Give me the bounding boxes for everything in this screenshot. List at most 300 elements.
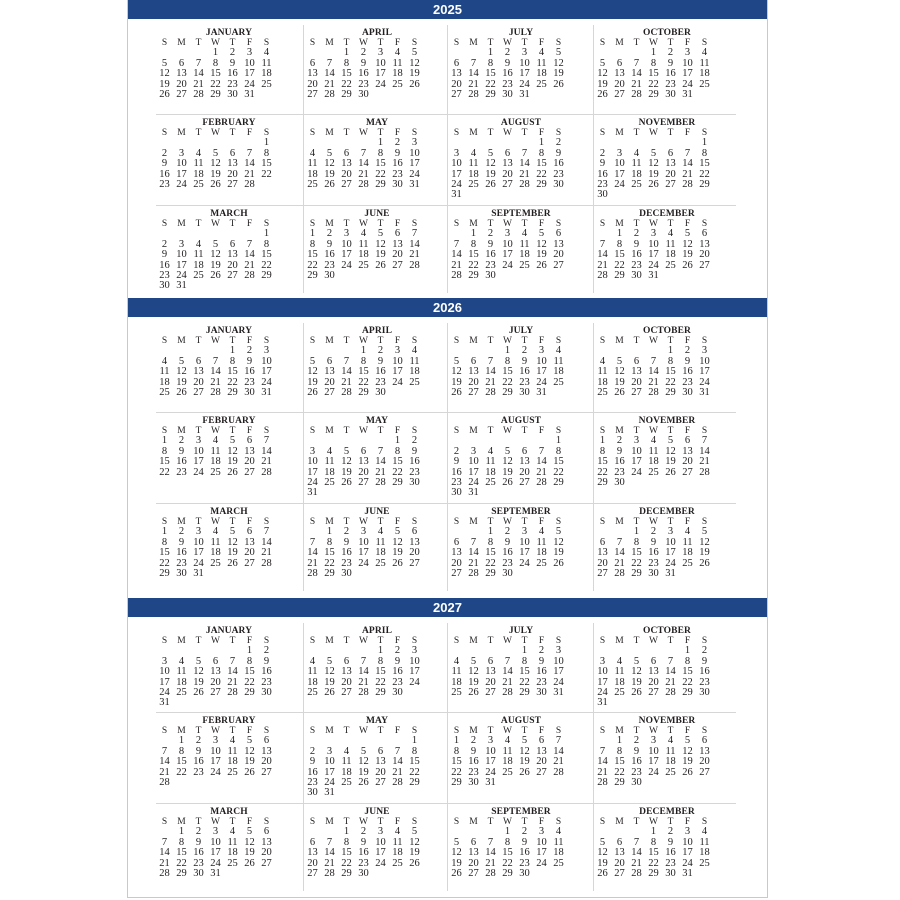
month-september (448, 209, 594, 299)
day-cell: 14 (502, 666, 513, 678)
day-cell: 20 (244, 456, 255, 468)
day-cell: 26 (227, 466, 238, 478)
weekday-label: T (229, 726, 236, 736)
day-cell: 4 (309, 147, 316, 159)
day-cell: 21 (648, 376, 659, 388)
day-cell: 28 (648, 386, 659, 398)
day-cell: 18 (210, 456, 221, 468)
weekday-label: T (229, 336, 236, 346)
day-cell: 10 (519, 57, 530, 69)
day-cell: 7 (650, 355, 657, 367)
weekday-label: W (649, 517, 658, 527)
day-cell: 7 (411, 228, 418, 240)
day-cell: 23 (261, 676, 272, 688)
weekday-label: S (411, 817, 418, 827)
day-cell: 21 (227, 676, 238, 688)
day-cell: 1 (161, 435, 168, 447)
day-cell: 19 (392, 547, 403, 559)
day-cell: 17 (392, 366, 403, 378)
day-cell: 20 (536, 756, 547, 768)
day-cell: 31 (597, 697, 608, 709)
day-cell: 29 (392, 476, 403, 488)
day-cell: 21 (614, 557, 625, 569)
day-cell: 12 (244, 836, 255, 848)
day-cell: 27 (631, 386, 642, 398)
month-name: DECEMBER (639, 209, 695, 219)
month-grid (448, 38, 594, 100)
day-cell: 26 (553, 78, 564, 90)
week-row (594, 478, 740, 488)
day-cell: 1 (377, 645, 384, 657)
month-grid (156, 38, 302, 100)
day-cell: 28 (409, 259, 420, 271)
day-cell: 15 (502, 366, 513, 378)
day-cell: 7 (599, 745, 606, 757)
weekday-label: S (309, 426, 316, 436)
day-cell: 25 (227, 857, 238, 869)
day-cell: 20 (468, 857, 479, 869)
day-cell: 11 (307, 158, 318, 170)
month-name: JANUARY (205, 28, 253, 38)
weekday-label: M (325, 219, 334, 229)
weekday-label: W (359, 128, 368, 138)
weekday-label: F (684, 517, 691, 527)
day-cell: 1 (504, 345, 511, 357)
day-cell: 4 (394, 826, 401, 838)
month-grid (594, 38, 740, 100)
day-cell: 20 (468, 376, 479, 388)
weekday-label: S (701, 726, 708, 736)
weekday-label: W (359, 636, 368, 646)
day-cell: 8 (411, 745, 418, 757)
month-january (156, 326, 302, 416)
day-cell: 18 (699, 847, 710, 859)
day-cell (406, 869, 423, 879)
day-cell: 1 (263, 228, 270, 240)
day-cell: 16 (176, 456, 187, 468)
day-cell: 3 (246, 47, 253, 59)
day-cell: 10 (699, 355, 710, 367)
day-cell: 24 (307, 476, 318, 488)
day-cell: 21 (392, 766, 403, 778)
week-row (448, 778, 594, 788)
day-cell: 3 (195, 526, 202, 538)
day-cell: 7 (667, 655, 674, 667)
day-cell: 15 (159, 456, 170, 468)
day-cell: 5 (195, 655, 202, 667)
weekday-label: S (555, 336, 562, 346)
day-cell: 15 (614, 249, 625, 261)
day-cell: 11 (502, 745, 513, 757)
day-cell: 20 (553, 249, 564, 261)
day-cell: 4 (616, 655, 623, 667)
week-row (156, 778, 302, 788)
day-cell: 17 (648, 249, 659, 261)
day-cell: 3 (487, 735, 494, 747)
day-cell: 9 (504, 536, 511, 548)
day-cell: 22 (502, 376, 513, 388)
day-cell: 8 (555, 445, 562, 457)
day-cell (389, 569, 406, 579)
day-cell: 9 (667, 57, 674, 69)
day-cell: 13 (227, 158, 238, 170)
day-cell: 28 (597, 776, 608, 788)
weekday-label: W (503, 128, 512, 138)
day-cell: 19 (324, 676, 335, 688)
day-cell: 21 (665, 676, 676, 688)
day-cell: 8 (360, 355, 367, 367)
day-cell: 4 (263, 47, 270, 59)
day-cell: 12 (597, 68, 608, 80)
day-cell: 27 (307, 867, 318, 879)
day-cell (679, 478, 696, 488)
day-cell: 5 (309, 355, 316, 367)
month-name: SEPTEMBER (491, 209, 551, 219)
day-cell: 4 (326, 445, 333, 457)
week-row (304, 848, 450, 858)
weekday-label: T (521, 128, 528, 138)
day-cell: 5 (684, 228, 691, 240)
day-cell (499, 271, 516, 281)
weekday-label: T (343, 636, 350, 646)
week-row (448, 388, 594, 398)
day-cell: 25 (502, 766, 513, 778)
day-cell: 27 (244, 557, 255, 569)
day-cell (645, 478, 662, 488)
month-august (448, 118, 594, 208)
day-cell: 12 (210, 249, 221, 261)
month-grid (304, 636, 450, 698)
day-cell: 3 (178, 147, 185, 159)
day-cell: 17 (451, 168, 462, 180)
day-cell: 21 (536, 466, 547, 478)
day-cell (679, 190, 696, 200)
weekday-label: T (633, 128, 640, 138)
weekday-label: M (177, 38, 186, 48)
weekday-label: S (453, 219, 460, 229)
month-grid (304, 336, 450, 398)
day-cell: 20 (485, 676, 496, 688)
day-cell: 11 (597, 366, 608, 378)
day-cell: 21 (597, 766, 608, 778)
day-cell: 16 (307, 766, 318, 778)
day-cell: 1 (487, 47, 494, 59)
day-cell (258, 569, 275, 579)
day-cell: 29 (485, 88, 496, 100)
day-cell: 24 (553, 676, 564, 688)
day-cell: 25 (193, 178, 204, 190)
day-cell: 9 (453, 456, 460, 468)
day-cell: 27 (261, 857, 272, 869)
weekday-header-row (594, 336, 740, 346)
week-row (156, 757, 302, 767)
day-cell: 27 (375, 776, 386, 788)
day-cell: 9 (470, 745, 477, 757)
day-cell: 15 (210, 68, 221, 80)
day-cell (224, 869, 241, 879)
day-cell: 17 (409, 158, 420, 170)
day-cell: 22 (375, 168, 386, 180)
week-row (156, 346, 302, 356)
day-cell: 4 (538, 526, 545, 538)
day-cell: 15 (159, 547, 170, 559)
day-cell: 30 (324, 269, 335, 281)
weekday-label: T (521, 336, 528, 346)
weekday-label: W (649, 636, 658, 646)
day-cell: 26 (682, 766, 693, 778)
day-cell: 12 (502, 456, 513, 468)
day-cell: 28 (682, 178, 693, 190)
day-cell: 24 (682, 78, 693, 90)
day-cell: 7 (394, 745, 401, 757)
weekday-label: S (309, 726, 316, 736)
day-cell: 6 (633, 355, 640, 367)
day-cell: 16 (409, 456, 420, 468)
day-cell: 14 (536, 456, 547, 468)
day-cell: 21 (519, 168, 530, 180)
day-cell: 10 (375, 57, 386, 69)
day-cell: 19 (375, 249, 386, 261)
weekday-label: F (394, 219, 401, 229)
month-december (594, 209, 740, 299)
day-cell: 30 (631, 776, 642, 788)
month-grid (304, 726, 450, 799)
day-cell: 12 (682, 238, 693, 250)
day-cell: 23 (307, 776, 318, 788)
day-cell: 2 (178, 526, 185, 538)
day-cell: 19 (665, 456, 676, 468)
weekday-label: F (394, 38, 401, 48)
weekday-label: S (309, 219, 316, 229)
day-cell: 26 (699, 557, 710, 569)
day-cell: 26 (502, 476, 513, 488)
day-cell: 11 (193, 158, 204, 170)
day-cell: 2 (538, 645, 545, 657)
day-cell: 13 (468, 847, 479, 859)
day-cell: 5 (599, 836, 606, 848)
day-cell (662, 778, 679, 788)
weekday-label: M (325, 38, 334, 48)
weekday-label: F (394, 817, 401, 827)
weekday-label: F (538, 336, 545, 346)
weekday-label: M (469, 726, 478, 736)
day-cell: 12 (244, 745, 255, 757)
day-cell: 8 (394, 445, 401, 457)
weekday-label: F (246, 336, 253, 346)
day-cell: 5 (326, 655, 333, 667)
weekday-label: T (229, 636, 236, 646)
day-cell: 26 (648, 178, 659, 190)
day-cell: 23 (682, 376, 693, 388)
day-cell: 3 (538, 345, 545, 357)
day-cell: 24 (665, 557, 676, 569)
day-cell: 29 (614, 269, 625, 281)
weekday-label: S (599, 38, 606, 48)
day-cell: 18 (341, 766, 352, 778)
day-cell: 21 (307, 557, 318, 569)
weekday-label: W (211, 219, 220, 229)
day-cell: 17 (261, 366, 272, 378)
day-cell: 31 (244, 88, 255, 100)
weekday-label: M (615, 219, 624, 229)
weekday-label: S (555, 128, 562, 138)
day-cell: 23 (614, 466, 625, 478)
day-cell: 26 (409, 78, 420, 90)
day-cell: 24 (502, 259, 513, 271)
day-cell: 14 (307, 547, 318, 559)
week-row (448, 688, 594, 698)
day-cell: 18 (468, 168, 479, 180)
month-name: MARCH (210, 209, 248, 219)
week-row (594, 367, 740, 377)
day-cell: 13 (210, 666, 221, 678)
day-cell: 31 (468, 487, 479, 499)
day-cell: 24 (536, 857, 547, 869)
day-cell: 13 (614, 847, 625, 859)
day-cell (241, 778, 258, 788)
day-cell: 11 (159, 366, 170, 378)
day-cell: 20 (597, 557, 608, 569)
day-cell: 1 (504, 826, 511, 838)
day-cell: 6 (504, 147, 511, 159)
week-row (304, 646, 450, 656)
day-cell: 12 (159, 68, 170, 80)
day-cell: 18 (392, 847, 403, 859)
day-cell: 4 (195, 147, 202, 159)
day-cell: 16 (193, 756, 204, 768)
day-cell: 29 (502, 867, 513, 879)
day-cell: 22 (261, 259, 272, 271)
month-november (594, 118, 740, 208)
day-cell: 28 (392, 776, 403, 788)
day-cell (173, 698, 190, 708)
day-cell: 2 (195, 735, 202, 747)
day-cell: 26 (193, 686, 204, 698)
day-cell: 31 (307, 487, 318, 499)
day-cell: 29 (451, 776, 462, 788)
day-cell: 10 (392, 355, 403, 367)
weekday-label: F (684, 636, 691, 646)
weekday-label: W (359, 517, 368, 527)
weekday-label: F (246, 38, 253, 48)
day-cell: 3 (360, 526, 367, 538)
week-row (594, 688, 740, 698)
day-cell: 17 (193, 456, 204, 468)
day-cell (372, 90, 389, 100)
weekday-label: T (195, 426, 202, 436)
day-cell: 19 (682, 756, 693, 768)
week-row (304, 388, 450, 398)
day-cell: 13 (519, 456, 530, 468)
day-cell: 11 (665, 745, 676, 757)
day-cell: 27 (227, 178, 238, 190)
day-cell: 6 (178, 57, 185, 69)
day-cell: 26 (341, 476, 352, 488)
day-cell (355, 271, 372, 281)
day-cell: 1 (178, 735, 185, 747)
day-cell: 21 (341, 376, 352, 388)
day-cell: 5 (453, 355, 460, 367)
weekday-label: T (667, 426, 674, 436)
day-cell: 10 (648, 238, 659, 250)
weekday-label: W (649, 38, 658, 48)
day-cell: 31 (519, 88, 530, 100)
weekday-header-row (156, 636, 302, 646)
day-cell: 14 (392, 756, 403, 768)
week-row (448, 457, 594, 467)
weekday-label: F (684, 726, 691, 736)
day-cell (533, 778, 550, 788)
day-cell: 19 (485, 168, 496, 180)
weekday-label: T (343, 517, 350, 527)
day-cell: 29 (665, 386, 676, 398)
day-cell: 6 (411, 526, 418, 538)
day-cell: 17 (193, 547, 204, 559)
weekday-label: T (521, 38, 528, 48)
weekday-label: S (555, 38, 562, 48)
day-cell: 28 (358, 686, 369, 698)
day-cell: 15 (468, 249, 479, 261)
day-cell: 27 (341, 178, 352, 190)
day-cell: 19 (176, 376, 187, 388)
day-cell: 25 (341, 776, 352, 788)
month-january (156, 626, 302, 716)
day-cell (389, 869, 406, 879)
day-cell: 17 (307, 466, 318, 478)
day-cell: 8 (309, 238, 316, 250)
weekday-label: S (701, 128, 708, 138)
day-cell: 1 (521, 645, 528, 657)
day-cell: 11 (227, 836, 238, 848)
day-cell: 7 (521, 147, 528, 159)
day-cell: 2 (326, 228, 333, 240)
day-cell: 7 (326, 836, 333, 848)
month-name: DECEMBER (639, 807, 695, 817)
day-cell: 8 (377, 147, 384, 159)
day-cell (550, 869, 567, 879)
day-cell: 7 (309, 536, 316, 548)
weekday-label: S (161, 38, 168, 48)
weekday-label: W (503, 726, 512, 736)
day-cell: 8 (178, 745, 185, 757)
day-cell: 5 (487, 147, 494, 159)
day-cell: 26 (614, 386, 625, 398)
month-november (594, 716, 740, 806)
day-cell: 10 (307, 456, 318, 468)
day-cell: 18 (553, 847, 564, 859)
weekday-header-row (448, 336, 594, 346)
day-cell: 18 (392, 68, 403, 80)
day-cell: 15 (597, 456, 608, 468)
day-cell: 16 (502, 68, 513, 80)
month-name: MAY (365, 416, 389, 426)
day-cell: 1 (343, 826, 350, 838)
month-grid (156, 336, 302, 398)
day-cell: 3 (161, 655, 168, 667)
weekday-label: F (394, 336, 401, 346)
day-cell: 12 (324, 158, 335, 170)
week-row (156, 688, 302, 698)
day-cell: 9 (360, 57, 367, 69)
day-cell: 26 (468, 686, 479, 698)
day-cell: 3 (521, 47, 528, 59)
day-cell: 13 (553, 238, 564, 250)
day-cell: 1 (411, 735, 418, 747)
day-cell: 20 (699, 756, 710, 768)
day-cell: 6 (521, 445, 528, 457)
day-cell: 15 (699, 158, 710, 170)
day-cell: 29 (176, 867, 187, 879)
